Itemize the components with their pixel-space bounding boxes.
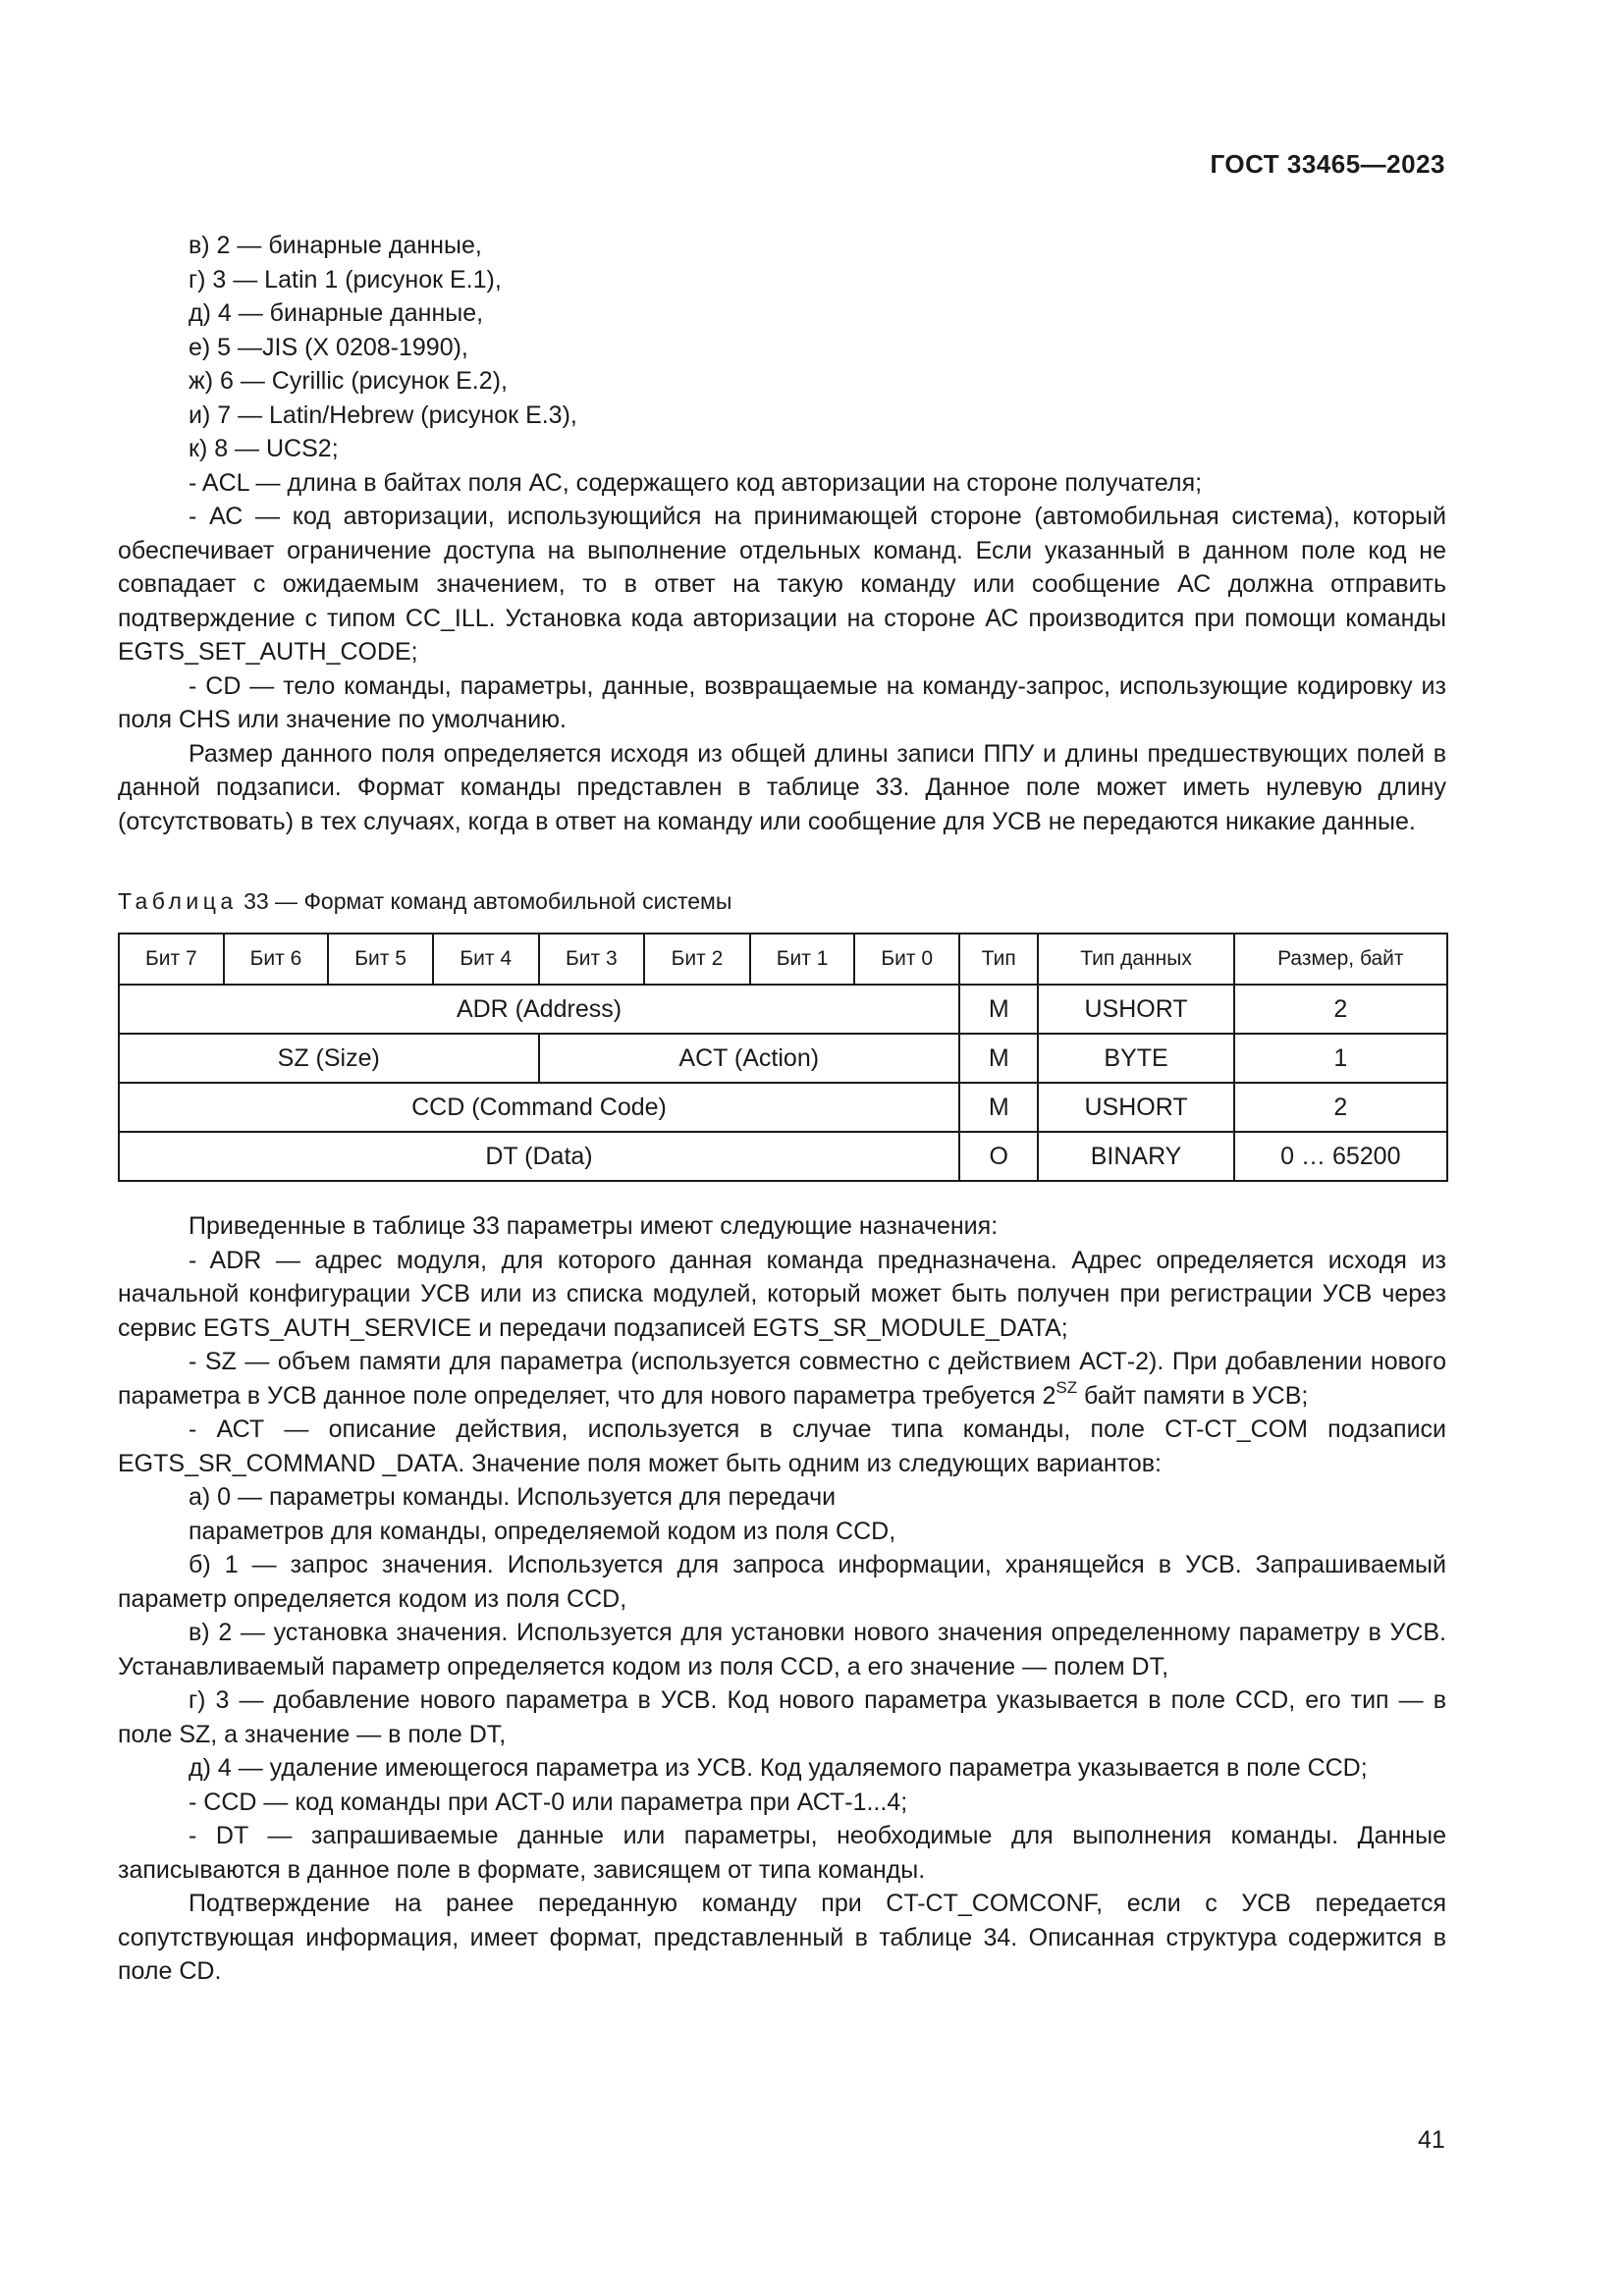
size-cell: 1 bbox=[1234, 1034, 1447, 1083]
params-intro: Приведенные в таблице 33 параметры имеют следующие назначения: bbox=[189, 1212, 999, 1240]
type-cell: M bbox=[959, 1083, 1038, 1132]
encoding-item: ж) 6 — Cyrillic (рисунок Е.2), bbox=[189, 367, 508, 395]
act-option-a-cont: параметров для команды, определяемой кодом из поля CCD, bbox=[189, 1517, 896, 1545]
header-cell: Бит 7 bbox=[119, 934, 224, 985]
type-cell: M bbox=[959, 1034, 1038, 1083]
acl-paragraph: - ACL — длина в байтах поля АС, содержащего код авторизации на стороне получателя; bbox=[189, 468, 1203, 497]
header-cell: Бит 6 bbox=[224, 934, 329, 985]
table-header-row bbox=[119, 934, 1447, 985]
header-cell: Тип данных bbox=[1038, 934, 1233, 985]
field-cell-ccd: CCD (Command Code) bbox=[119, 1083, 959, 1132]
act-option-d: д) 4 — удаление имеющегося параметра из УСВ. Код удаляемого параметра указывается в поле CCD; bbox=[189, 1754, 1368, 1782]
datatype-cell: USHORT bbox=[1038, 985, 1233, 1034]
header-cell: Бит 0 bbox=[854, 934, 959, 985]
table-caption bbox=[118, 887, 731, 915]
ccd-paragraph: - CCD — код команды при АСТ-0 или параметра при АСТ-1...4; bbox=[189, 1788, 908, 1816]
encoding-section bbox=[118, 229, 1446, 838]
header-cell: Бит 2 bbox=[644, 934, 750, 985]
field-cell-act: ACT (Action) bbox=[539, 1034, 960, 1083]
document-code-header: ГОСТ 33465—2023 bbox=[1210, 149, 1445, 179]
encoding-item: к) 8 — UCS2; bbox=[189, 435, 339, 462]
datatype-cell: USHORT bbox=[1038, 1083, 1233, 1132]
command-format-table bbox=[118, 933, 1448, 1182]
ac-paragraph: - АС — код авторизации, использующийся на принимающей стороне (автомобильная система), который обеспечивает ограничение доступа на выполнение отдельных команд. Если указанный в данном поле код не совпадает с ожидаемым значением, то в ответ на такую команду или сообщение АС должна отправить подтверждение с типом CC_ILL. Установка кода авторизации на стороне АС производится при помощи команды EGTS_SET_AUTH_CODE; bbox=[118, 503, 1446, 666]
encoding-item: в) 2 — бинарные данные, bbox=[189, 232, 482, 259]
act-option-g: г) 3 — добавление нового параметра в УСВ. Код нового параметра указывается в поле CCD, его тип — в поле SZ, а значение — в поле DT, bbox=[118, 1686, 1446, 1748]
field-cell-dt: DT (Data) bbox=[119, 1132, 959, 1181]
encoding-item: и) 7 — Latin/Hebrew (рисунок Е.3), bbox=[189, 400, 577, 429]
header-cell: Бит 3 bbox=[539, 934, 645, 985]
size-cell: 2 bbox=[1234, 1083, 1447, 1132]
act-option-b: б) 1 — запрос значения. Используется для запроса информации, хранящейся в УСВ. Запрашиваемый параметр определяется кодом из поля CCD, bbox=[118, 1551, 1446, 1613]
field-cell-adr: ADR (Address) bbox=[119, 985, 959, 1034]
header-cell: Бит 1 bbox=[750, 934, 855, 985]
type-cell: O bbox=[959, 1132, 1038, 1181]
datatype-cell: BINARY bbox=[1038, 1132, 1233, 1181]
act-option-a: а) 0 — параметры команды. Используется для передачи bbox=[189, 1483, 837, 1511]
act-paragraph: - АСТ — описание действия, используется в случае типа команды, поле CT-CT_COM подзаписи EGTS_SR_COMMAND _DATA. Значение поля может быть одним из следующих вариантов: bbox=[118, 1415, 1446, 1477]
sz-superscript: SZ bbox=[1056, 1377, 1078, 1397]
table-row bbox=[119, 1083, 1447, 1132]
size-cell: 2 bbox=[1234, 985, 1447, 1034]
adr-paragraph: - ADR — адрес модуля, для которого данная команда предназначена. Адрес определяется исходя из начальной конфигурации УСВ или из списка модулей, который может быть получен при регистрации УСВ через сервис EGTS_AUTH_SERVICE и передачи подзаписей EGTS_SR_MODULE_DATA; bbox=[118, 1246, 1446, 1342]
type-cell: M bbox=[959, 985, 1038, 1034]
encoding-item: г) 3 — Latin 1 (рисунок Е.1), bbox=[189, 265, 502, 294]
encoding-item: е) 5 —JIS (X 0208-1990), bbox=[189, 333, 468, 361]
table-row bbox=[119, 1132, 1447, 1181]
sz-text: - SZ — объем памяти для параметра (используется совместно с действием АСТ-2). При добавлении нового параметра в УСВ данное поле определяет, что для нового параметра требуется 2 bbox=[118, 1348, 1446, 1410]
header-cell: Размер, байт bbox=[1234, 934, 1447, 985]
field-cell-sz: SZ (Size) bbox=[119, 1034, 539, 1083]
table-row bbox=[119, 985, 1447, 1034]
header-cell: Бит 5 bbox=[328, 934, 433, 985]
size-cell: 0 … 65200 bbox=[1234, 1132, 1447, 1181]
table-row bbox=[119, 1034, 1447, 1083]
page-number: 41 bbox=[1418, 2126, 1445, 2154]
confirmation-paragraph: Подтверждение на ранее переданную команду при CT-CT_COMCONF, если с УСВ передается сопутствующая информация, имеет формат, представленный в таблице 34. Описанная структура содержится в поле CD. bbox=[118, 1890, 1446, 1985]
dt-paragraph: - DT — запрашиваемые данные или параметры, необходимые для выполнения команды. Данные записываются в данное поле в формате, зависящем от типа команды. bbox=[118, 1822, 1446, 1884]
act-option-v: в) 2 — установка значения. Используется для установки нового значения определенному параметру в УСВ. Устанавливаемый параметр определяется кодом из поля CCD, а его значение — полем DT, bbox=[118, 1619, 1446, 1681]
table-caption-text: 33 — Формат команд автомобильной системы bbox=[244, 888, 732, 914]
header-cell: Бит 4 bbox=[433, 934, 539, 985]
table-caption-prefix: Таблица bbox=[118, 888, 238, 914]
sz-paragraph bbox=[118, 1345, 1446, 1413]
cd-paragraph: - CD — тело команды, параметры, данные, возвращаемые на команду-запрос, использующие кодировку из поля CHS или значение по умолчанию. bbox=[118, 671, 1446, 733]
encoding-item: д) 4 — бинарные данные, bbox=[189, 299, 484, 327]
datatype-cell: BYTE bbox=[1038, 1034, 1233, 1083]
header-cell: Тип bbox=[959, 934, 1038, 985]
sz-text-end: байт памяти в УСВ; bbox=[1077, 1381, 1309, 1410]
size-paragraph: Размер данного поля определяется исходя из общей длины записи ППУ и длины предшествующих полей в данной подзаписи. Формат команды представлен в таблице 33. Данное поле может иметь нулевую длину (отсутствовать) в тех случаях, когда в ответ на команду или сообщение для УСВ не передаются никакие данные. bbox=[118, 739, 1446, 835]
parameters-section bbox=[118, 1209, 1446, 1989]
